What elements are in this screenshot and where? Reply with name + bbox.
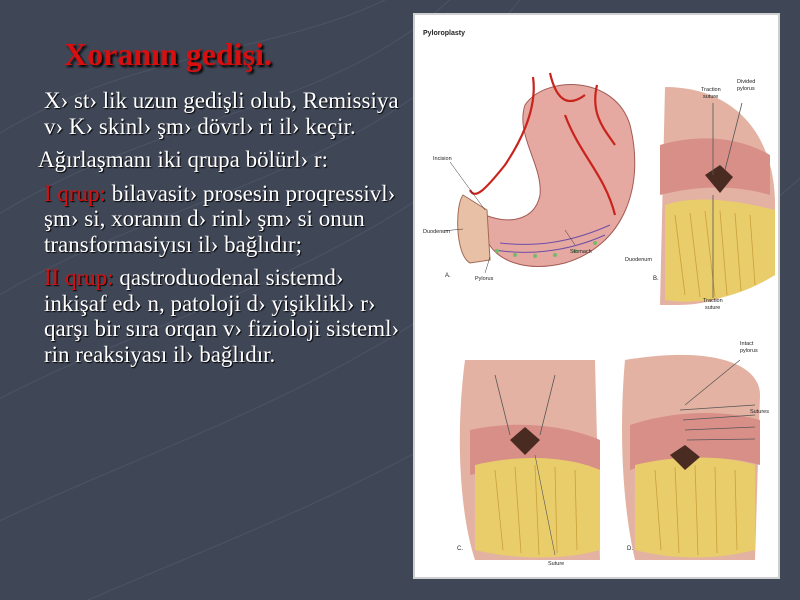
label-intact-2: pylorus: [740, 348, 758, 354]
label-intact-1: Intact: [740, 341, 754, 347]
slide-title: Xoranın gedişi.: [64, 36, 273, 72]
stomach-shape: [485, 85, 635, 267]
label-traction-top-1: Traction: [701, 87, 721, 93]
label-duodenum-a: Duodenum: [423, 229, 450, 235]
panel-b: [625, 79, 775, 311]
label-sutures-d: Sutures: [750, 409, 769, 415]
paragraph-course: X› st› lik uzun gedişli olub, Remissiya v› K› skinl› şm› dövrl› ri il› keçir.: [44, 88, 399, 139]
body-text: [38, 88, 408, 375]
label-divided-1: Divided: [737, 79, 756, 85]
paragraph-group-1: [38, 181, 408, 258]
paragraph-group-2: [38, 265, 408, 367]
label-stomach: Stomach: [570, 249, 592, 255]
label-duodenum-b: Duodenum: [625, 257, 652, 263]
panel-b-letter: B.: [653, 276, 659, 282]
panel-a-letter: A.: [445, 273, 451, 279]
label-pylorus-a: Pylorus: [475, 276, 494, 282]
panel-d: [622, 341, 769, 560]
label-divided-2: pylorus: [737, 86, 755, 92]
paragraph-groups: Ağırlaşmanı iki qrupa bölürl› r:: [38, 147, 328, 172]
panel-c: [457, 360, 600, 567]
pyloroplasty-illustration: [415, 15, 778, 577]
panel-c-letter: C.: [457, 546, 463, 552]
label-traction-top-2: suture: [703, 94, 719, 100]
label-traction-bottom-2: suture: [705, 305, 721, 311]
label-traction-bottom-1: Traction: [703, 298, 723, 304]
pyloroplasty-figure: [413, 13, 780, 579]
panel-a: [423, 73, 635, 282]
group-1-text: bilavasit› prosesin proqressivl› şm› si, xoranın d› rinl› şm› si onun transformasiyısı il› bağlıdır;: [44, 180, 396, 257]
group-2-label: II qrup:: [44, 265, 114, 290]
label-incision: Incision: [433, 156, 452, 162]
panel-d-letter: D.: [627, 546, 633, 552]
figure-title: Pyloroplasty: [423, 30, 466, 37]
group-2-text: qastroduodenal sistemd› inkişaf ed› n, patoloji d› yişiklikl› r› qarşı bir sıra orqan v› fizioloji sisteml› rin reaksiyası il› bağlıdır.: [44, 265, 400, 367]
label-suture-c: Suture: [548, 561, 565, 567]
group-1-label: I qrup:: [44, 180, 106, 206]
